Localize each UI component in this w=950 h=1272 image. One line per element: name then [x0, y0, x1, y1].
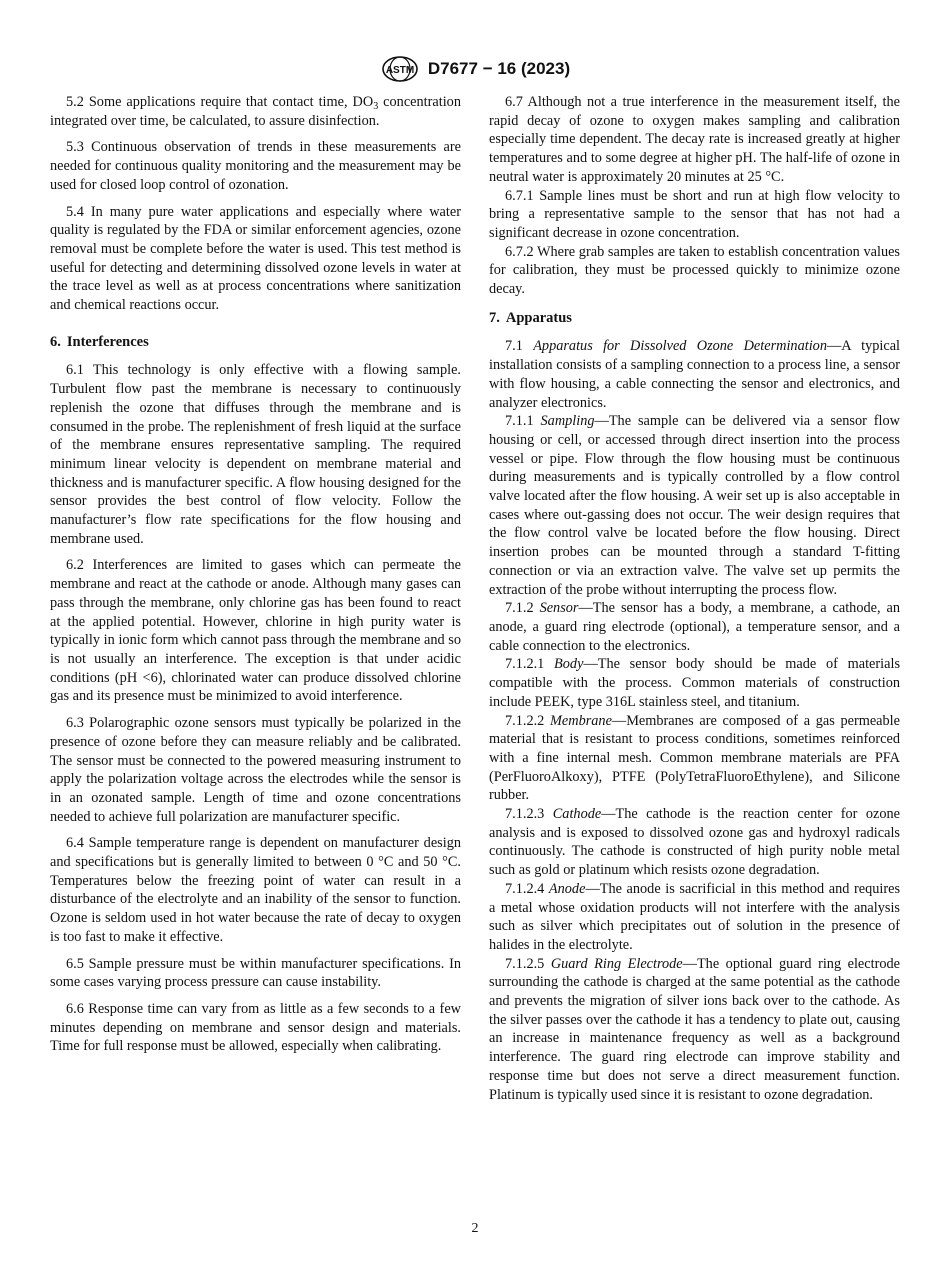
section-heading-7: 7. Apparatus: [489, 309, 572, 326]
paragraph-7-1-2-2: 7.1.2.2 Membrane—Membranes are composed of a gas permeable material that is resistant to process conditions, sometimes reinforced with a fine internal mesh. Common membrane materials are PFA (PerFluoroAlkoxy), PTFE (PolyTetraFluoroEthylene), and Silicone rubber.: [489, 712, 900, 804]
paragraph-7-1-2-3: 7.1.2.3 Cathode—The cathode is the reaction center for ozone analysis and is exposed to dissolved ozone gas and hydroxyl radicals continuously. The cathode is constructed of high purity noble metal such as gold or platinum which resists ozone degradation.: [489, 806, 901, 879]
page-header: [0, 56, 950, 84]
paragraph-7-1: 7.1 Apparatus for Dissolved Ozone Determination—A typical installation consists of a sampling connection to a process line, a sensor with flow housing, a cable connecting the sensor and electronics, and analyzer electronics.: [489, 338, 901, 411]
paragraph-5-3: 5.3 Continuous observation of trends in these measurements are needed for continuous quality monitoring and the measurement may be used for closed loop control of ozonation.: [50, 139, 461, 193]
paragraph-6-1: 6.1 This technology is only effective with a flowing sample. Turbulent flow past the membrane is necessary to continuously replenish the ozone that diffuses through the membrane and is consumed in the probe. The replenishment of fresh liquid at the surface of the membrane ensures representative sampling. The required minimum linear velocity is dependent on membrane material and thickness and is manufacturer specific. A flow housing designed for the sensor provides the best control of flow velocity. Follow the manufacturer’s flow rate specifications for the flow housing and membrane used.: [50, 362, 461, 547]
paragraph-6-5: 6.5 Sample pressure must be within manufacturer specifications. In some cases varying process pressure can cause instability.: [50, 955, 461, 991]
left-column: [50, 93, 461, 1064]
paragraph-6-2: 6.2 Interferences are limited to gases which can permeate the membrane and react at the cathode or anode. Although many gases can pass through the membrane, only chlorine gas has been found to react at the applied potential. However, chlorine in high purity water is typically in ionic form which cannot pass through the membrane and so is not usually an interference. The exception is that under acidic conditions (pH <6), chlorinated water can produce dissolved chlorine gas and its presence must be minimized to avoid interference.: [50, 557, 461, 705]
astm-logo-icon: [380, 56, 420, 82]
paragraph-6-6: 6.6 Response time can vary from as little as a few seconds to a few minutes depending on membrane and sensor design and materials. Time for full response must be allowed, especially when calibrating.: [50, 1000, 461, 1055]
paragraph-6-4: 6.4 Sample temperature range is dependent on manufacturer design and specifications but is generally limited to between 0 °C and 50 °C. Temperatures below the freezing point of water can result in a disturbance of the electrolyte and an inability of the sensor to function. Ozone is seldom used in hot water because the rate of decay to oxygen is too fast to make it effective.: [50, 835, 461, 945]
paragraph-5-2: 5.2 Some applications require that contact time, $DO_3$ concentration integrated over time, be calculated, to assure disinfection.: [50, 94, 461, 129]
paragraph-6-3: 6.3 Polarographic ozone sensors must typically be polarized in the presence of ozone before they can measure reliably and be calibrated. The sensor must be connected to the powered measuring instrument to apply the polarization voltage across the electrodes while the sensor is in an ozonated sample. Length of time and ozone concentrations needed to achieve full polarization are manufacturer specific.: [50, 715, 461, 825]
astm-logo-text: ASTM: [385, 65, 415, 76]
paragraph-7-1-2-4: 7.1.2.4 Anode—The anode is sacrificial in this method and requires a metal whose oxidation products will not interfere with the analysis such as silver which precipitates out of solution in the presence of halides in the electrolyte.: [489, 880, 901, 953]
document-designation: D7677 − 16 (2023): [427, 59, 571, 78]
paragraph-7-1-2: 7.1.2 Sensor—The sensor has a body, a membrane, a cathode, an anode, a guard ring electrode (optional), a temperature sensor, and a cable connection to the electronics.: [489, 600, 900, 654]
right-column: [489, 93, 900, 1104]
paragraph-6-7: 6.7 Although not a true interference in the measurement itself, the rapid decay of ozone to oxygen makes sampling and calibration especially time dependent. The decay rate is increased greatly at higher temperatures and to some degree at higher pH. The half-life of ozone in neutral water is approximately 20 minutes at 25 °C.: [489, 94, 900, 185]
page-number: 2: [471, 1221, 479, 1236]
paragraph-6-7-2: 6.7.2 Where grab samples are taken to establish concentration values for calibration, they must be processed quickly to minimize ozone decay.: [489, 243, 900, 298]
paragraph-5-4: 5.4 In many pure water applications and especially where water quality is regulated by the FDA or similar enforcement agencies, ozone removal must be complete before the water is used. This test method is useful for detecting and determining dissolved ozone levels in water at the trace level as well as at process concentrations where sanitization and chemical reactions occur.: [50, 203, 461, 314]
section-heading-6: 6. Interferences: [50, 333, 149, 350]
paragraph-6-7-1: 6.7.1 Sample lines must be short and run at high flow velocity to bring a representative sample to the sensor that has not had a significant decrease in ozone concentration.: [489, 187, 900, 241]
paragraph-7-1-2-5: 7.1.2.5 Guard Ring Electrode—The optional guard ring electrode surrounding the cathode is charged at the same potential as the cathode and prevents the migration of silver ions back over to the cathode. As the silver passes over the cathode it has a tendency to plate out, causing an increase in maintenance frequency as well as a background interference. The guard ring electrode can improve stability and response time but does not serve a direct measurement function. Platinum is typically used since it is resistant to ozone degradation.: [489, 955, 900, 1103]
paragraph-7-1-1: 7.1.1 Sampling—The sample can be delivered via a sensor flow housing or cell, or accessed through direct insertion into the process vessel or pipe. Flow through the flow housing must be continuous during measurements and is typically controlled by a flow control valve located after the flow housing. A weir set up is also acceptable in cases where out-gassing does not occur. The weir design requires that the flow control valve be located before the flow housing. Direct insertion probes can be mounted through a standard T-fitting connection or via an extraction valve. The valve set up permits the extraction of the probe without interrupting the process flow.: [489, 413, 900, 598]
paragraph-7-1-2-1: 7.1.2.1 Body—The sensor body should be made of materials compatible with the process. Common materials of construction include PEEK, type 316L stainless steel, and titanium.: [489, 656, 901, 710]
